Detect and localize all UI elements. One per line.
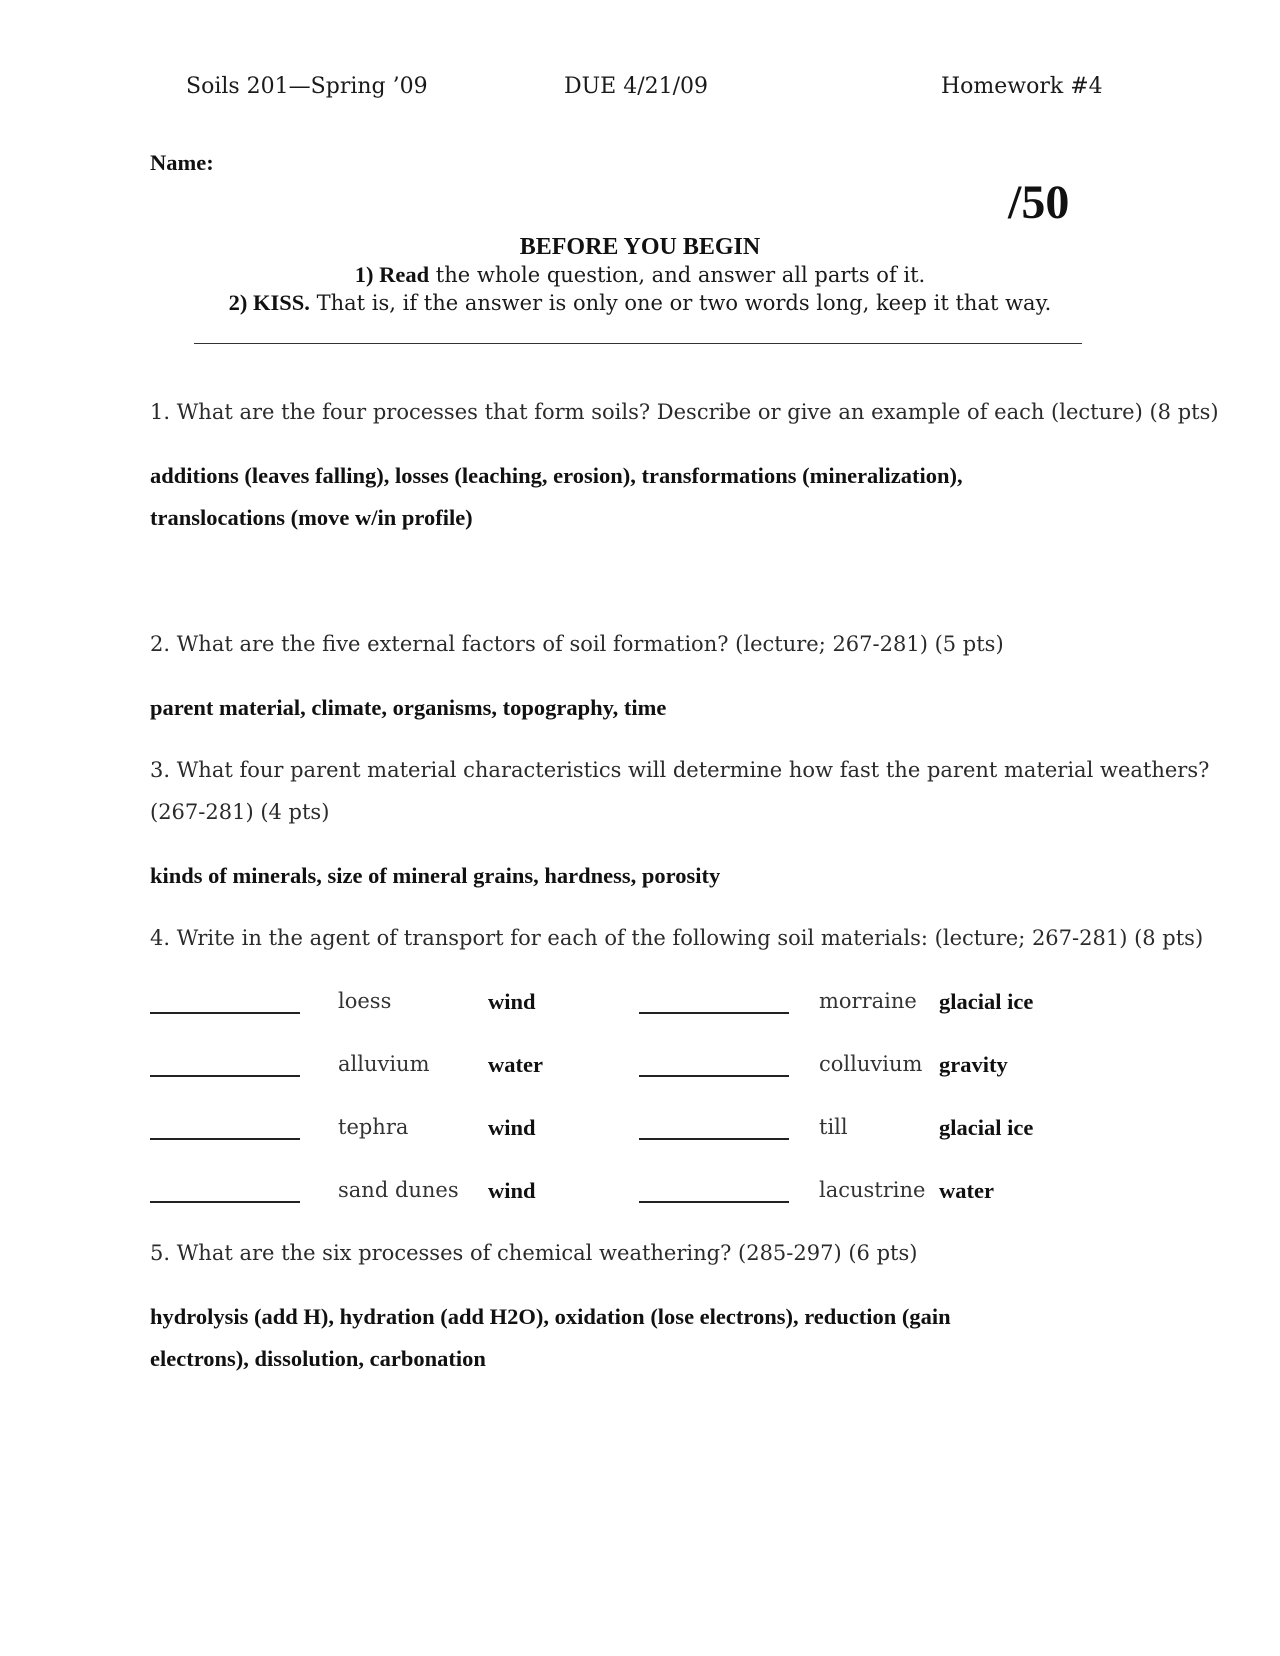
course-title: Soils 201—Spring ’09 xyxy=(186,74,428,99)
material-loess: loess xyxy=(338,989,392,1013)
homework-number: Homework #4 xyxy=(941,74,1103,99)
question-4: 4. Write in the agent of transport for each of the following soil materials: (lecture; 267-281) (8 pts) xyxy=(150,926,1204,950)
material-colluvium: colluvium xyxy=(819,1052,923,1076)
instruction-1-bold: 1) Read xyxy=(354,262,430,287)
name-label: Name: xyxy=(150,150,214,175)
instruction-2 xyxy=(0,290,1280,316)
divider-rule xyxy=(194,343,1082,344)
agent-answer: glacial ice xyxy=(939,1115,1034,1140)
agent-answer: water xyxy=(488,1052,543,1077)
agent-answer: gravity xyxy=(939,1052,1008,1077)
agent-answer: water xyxy=(939,1178,994,1203)
instruction-1 xyxy=(0,262,1280,288)
material-lacustrine: lacustrine xyxy=(819,1178,926,1202)
blank-line[interactable] xyxy=(150,1012,300,1014)
answer-3: kinds of minerals, size of mineral grains, hardness, porosity xyxy=(150,863,721,888)
due-date: DUE 4/21/09 xyxy=(564,74,709,99)
answer-5-line-1: hydrolysis (add H), hydration (add H2O), oxidation (lose electrons), reduction (gain xyxy=(150,1304,951,1329)
answer-1-line-1: additions (leaves falling), losses (leaching, erosion), transformations (mineralization), xyxy=(150,463,963,488)
instruction-2-bold: 2) KISS. xyxy=(228,290,310,315)
agent-answer: glacial ice xyxy=(939,989,1034,1014)
question-3-line-2: (267-281) (4 pts) xyxy=(150,800,330,824)
material-tephra: tephra xyxy=(338,1115,409,1139)
blank-line[interactable] xyxy=(150,1201,300,1203)
agent-answer: wind xyxy=(488,1115,536,1140)
answer-1-line-2: translocations (move w/in profile) xyxy=(150,505,473,530)
blank-line[interactable] xyxy=(639,1201,789,1203)
blank-line[interactable] xyxy=(639,1075,789,1077)
question-2: 2. What are the five external factors of soil formation? (lecture; 267-281) (5 pts) xyxy=(150,632,1004,656)
answer-2: parent material, climate, organisms, topography, time xyxy=(150,695,667,720)
material-morraine: morraine xyxy=(819,989,917,1013)
instruction-1-text: the whole question, and answer all parts of it. xyxy=(429,263,926,287)
blank-line[interactable] xyxy=(150,1075,300,1077)
material-till: till xyxy=(819,1115,848,1139)
blank-line[interactable] xyxy=(639,1138,789,1140)
question-5: 5. What are the six processes of chemical weathering? (285-297) (6 pts) xyxy=(150,1241,918,1265)
material-alluvium: alluvium xyxy=(338,1052,430,1076)
answer-5-line-2: electrons), dissolution, carbonation xyxy=(150,1346,486,1371)
agent-answer: wind xyxy=(488,989,536,1014)
score-total: /50 xyxy=(1008,176,1070,229)
question-3-line-1: 3. What four parent material characteristics will determine how fast the parent material weathers? xyxy=(150,758,1210,782)
material-sand-dunes: sand dunes xyxy=(338,1178,459,1202)
agent-answer: wind xyxy=(488,1178,536,1203)
question-1: 1. What are the four processes that form soils? Describe or give an example of each (lecture) (8 pts) xyxy=(150,400,1219,424)
blank-line[interactable] xyxy=(150,1138,300,1140)
instruction-2-text: That is, if the answer is only one or two words long, keep it that way. xyxy=(309,291,1052,315)
blank-line[interactable] xyxy=(639,1012,789,1014)
instructions-title: BEFORE YOU BEGIN xyxy=(519,234,761,260)
